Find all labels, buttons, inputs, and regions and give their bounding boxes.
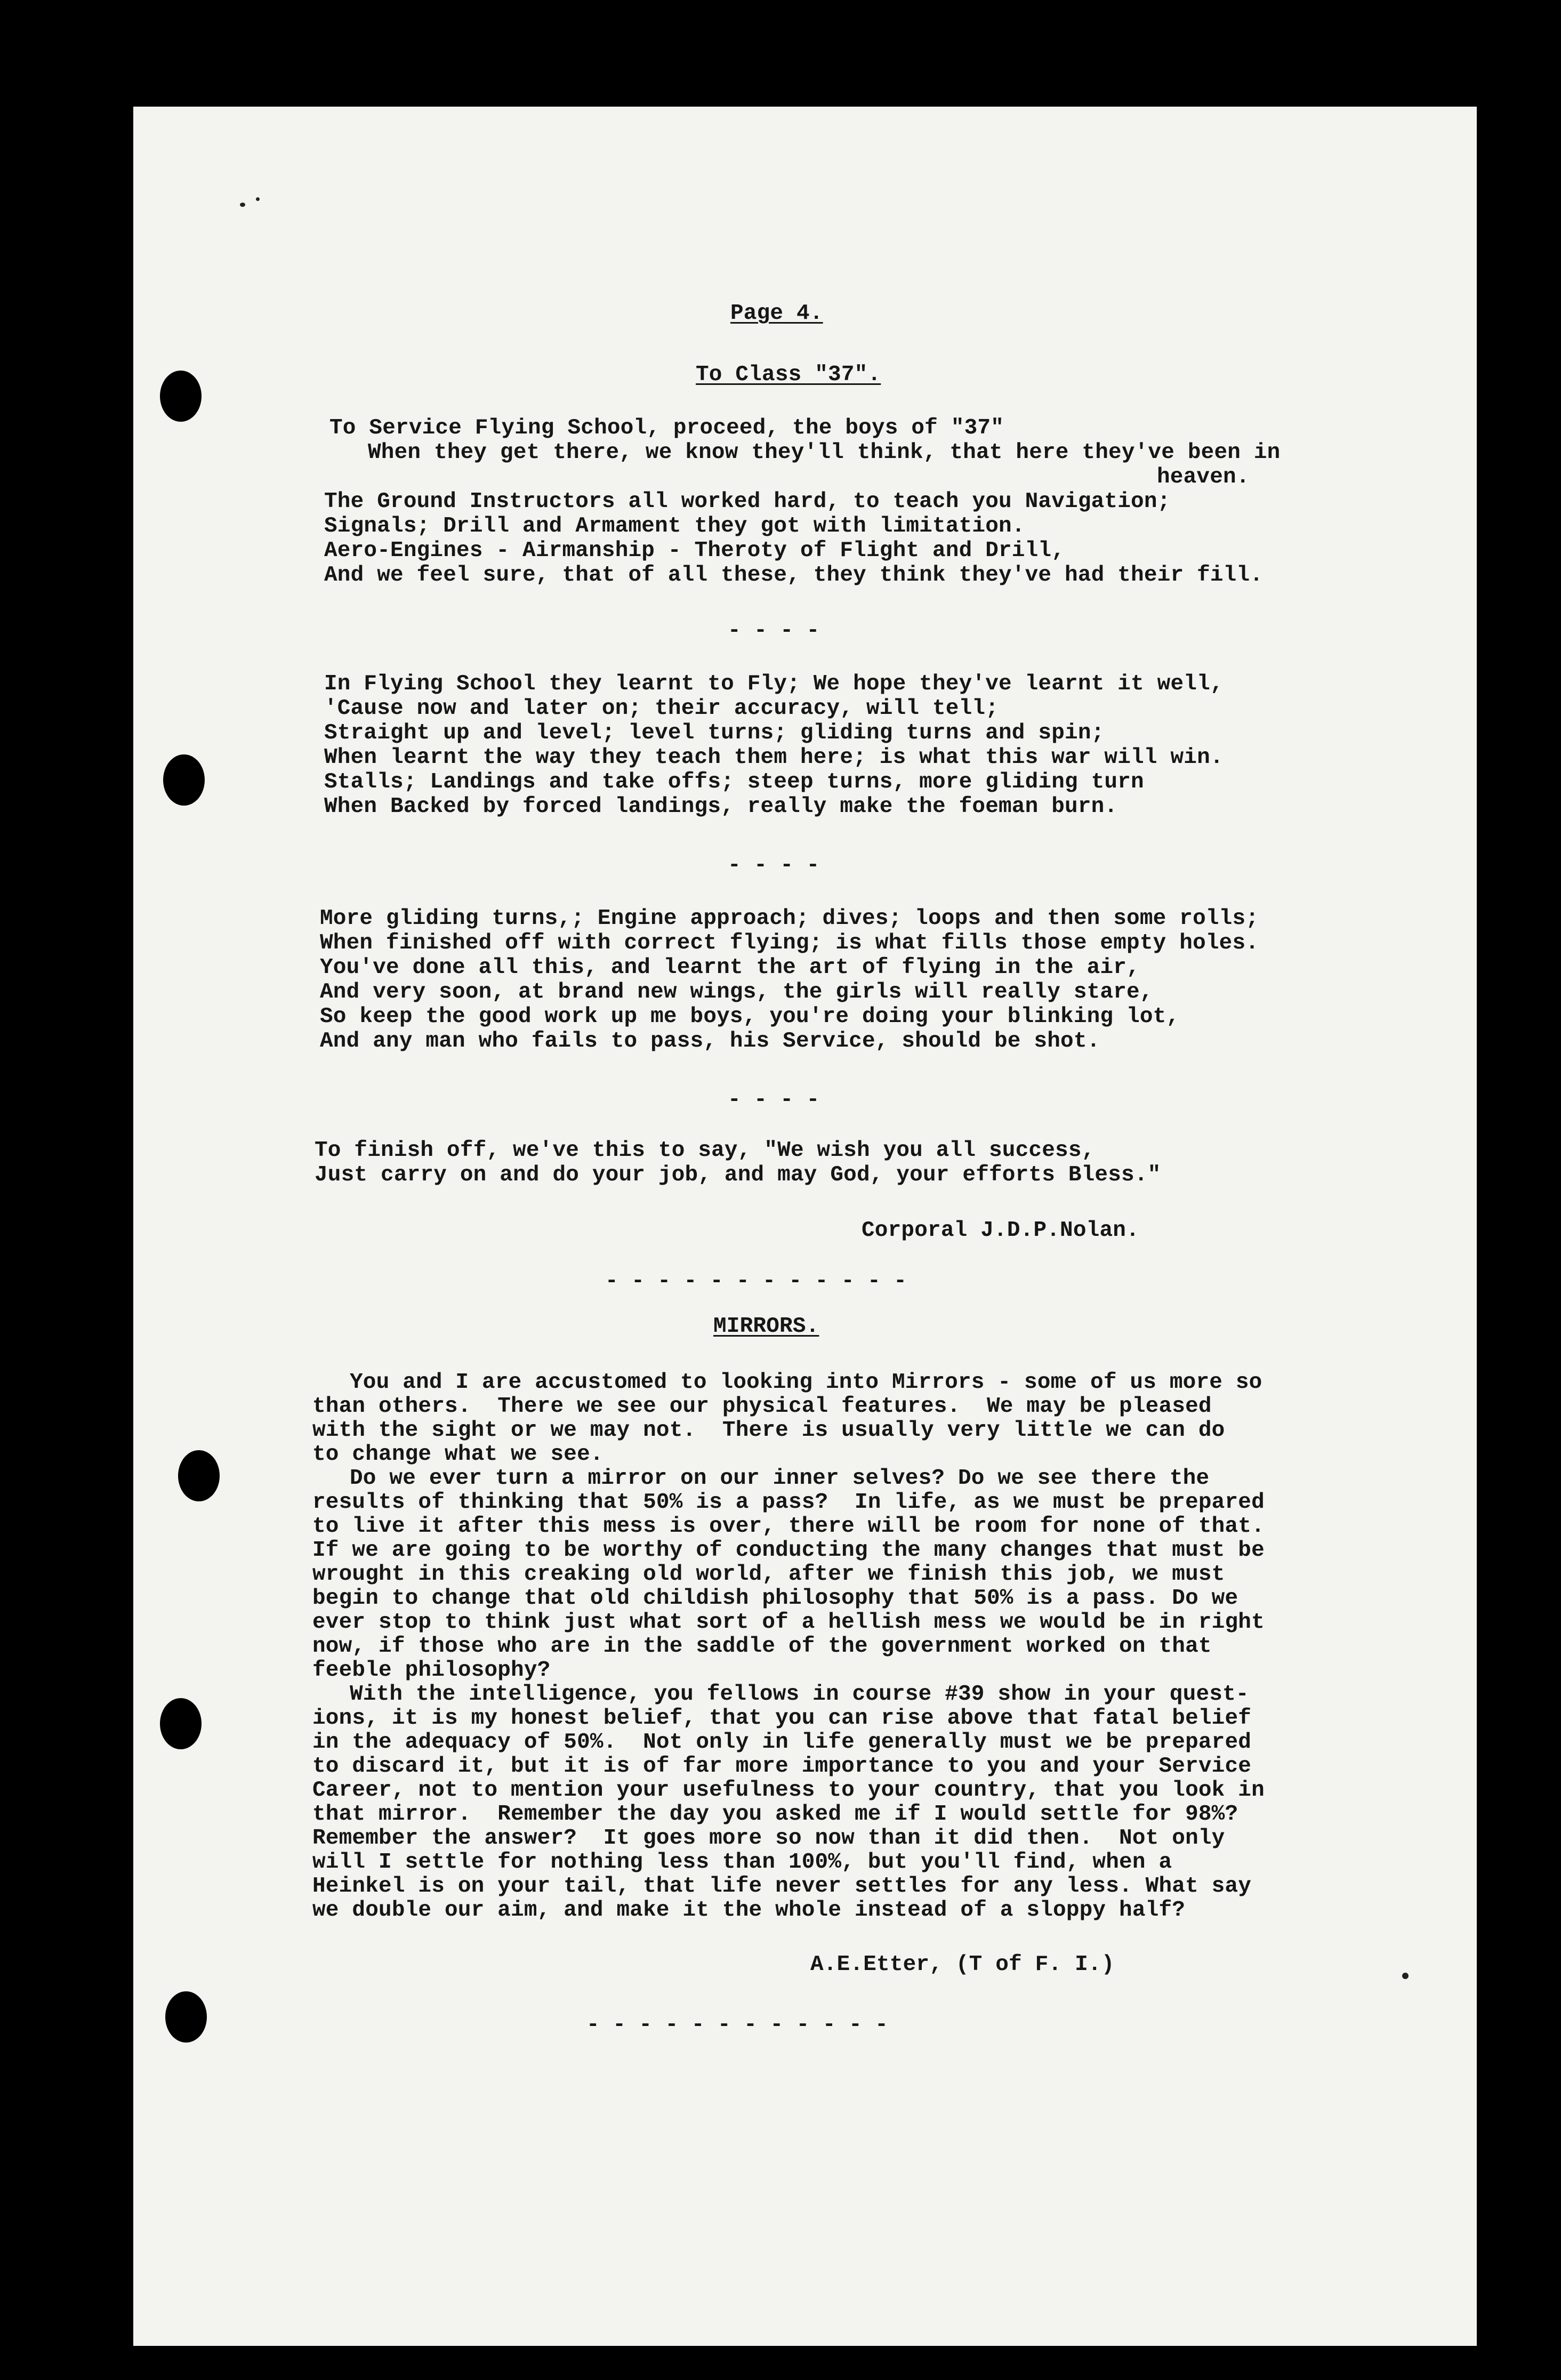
poem-line: Aero-Engines - Airmanship - Theroty of Flight and Drill, bbox=[324, 538, 1065, 563]
article-line: in the adequacy of 50%. Not only in life generally must we be prepared bbox=[312, 1730, 1252, 1755]
article-line: Career, not to mention your usefulness to your country, that you look in bbox=[312, 1778, 1265, 1803]
article-title: MIRRORS. bbox=[713, 1314, 819, 1339]
article-line: results of thinking that 50% is a pass? In life, as we must be prepared bbox=[312, 1490, 1265, 1515]
punch-hole bbox=[160, 1698, 202, 1749]
article-line: feeble philosophy? bbox=[312, 1658, 551, 1683]
poem-line: Stalls; Landings and take offs; steep turns, more gliding turn bbox=[324, 770, 1144, 794]
page-number: Page 4. bbox=[730, 301, 823, 326]
article-line: to change what we see. bbox=[312, 1442, 604, 1467]
dust-speck bbox=[240, 203, 245, 207]
poem-line: 'Cause now and later on; their accuracy, will tell; bbox=[324, 696, 999, 721]
dust-speck bbox=[1402, 1973, 1409, 1979]
article-line: will I settle for nothing less than 100%, but you'll find, when a bbox=[312, 1850, 1172, 1875]
stanza-separator: - - - - bbox=[728, 1088, 820, 1112]
poem-line: And very soon, at brand new wings, the girls will really stare, bbox=[320, 980, 1153, 1004]
article-line: begin to change that old childish philosophy that 50% is a pass. Do we bbox=[312, 1586, 1238, 1611]
poem-line: And we feel sure, that of all these, they think they've had their fill. bbox=[324, 563, 1264, 588]
article-line: Remember the answer? It goes more so now than it did then. Not only bbox=[312, 1826, 1225, 1851]
article-line: with the sight or we may not. There is usually very little we can do bbox=[312, 1418, 1225, 1443]
poem-line: More gliding turns,; Engine approach; dives; loops and then some rolls; bbox=[320, 906, 1259, 931]
poem-line: So keep the good work up me boys, you're doing your blinking lot, bbox=[320, 1004, 1180, 1029]
poem-line: You've done all this, and learnt the art of flying in the air, bbox=[320, 955, 1140, 980]
article-line: Do we ever turn a mirror on our inner selves? Do we see there the bbox=[350, 1466, 1210, 1491]
closing-separator: - - - - - - - - - - - - bbox=[586, 2013, 888, 2037]
article-line: You and I are accustomed to looking into Mirrors - some of us more so bbox=[350, 1370, 1262, 1395]
article-line: ions, it is my honest belief, that you can rise above that fatal belief bbox=[312, 1706, 1252, 1731]
article-line: ever stop to think just what sort of a hellish mess we would be in right bbox=[312, 1610, 1265, 1635]
poem-line: To finish off, we've this to say, "We wish you all success, bbox=[315, 1138, 1095, 1163]
article-line: With the intelligence, you fellows in course #39 show in your quest- bbox=[350, 1682, 1249, 1707]
poem-line: Signals; Drill and Armament they got with limitation. bbox=[324, 514, 1025, 538]
article-signature: A.E.Etter, (T of F. I.) bbox=[810, 1952, 1115, 1977]
article-line: now, if those who are in the saddle of the government worked on that bbox=[312, 1634, 1212, 1659]
poem-title: To Class "37". bbox=[696, 363, 881, 387]
poem-line: When Backed by forced landings, really make the foeman burn. bbox=[324, 794, 1118, 819]
poem-line: Just carry on and do your job, and may God, your efforts Bless." bbox=[315, 1163, 1161, 1187]
poem-line: To Service Flying School, proceed, the boys of "37" bbox=[329, 416, 1004, 440]
article-line: If we are going to be worthy of conducting the many changes that must be bbox=[312, 1538, 1265, 1563]
punch-hole bbox=[178, 1450, 220, 1501]
poem-line: When they get there, we know they'll think, that here they've been in bbox=[368, 440, 1281, 465]
typed-page bbox=[133, 107, 1477, 2346]
stanza-separator: - - - - bbox=[728, 853, 820, 878]
stanza-separator: - - - - bbox=[728, 618, 820, 643]
article-line: to live it after this mess is over, there will be room for none of that. bbox=[312, 1514, 1265, 1539]
article-line: to discard it, but it is of far more importance to you and your Service bbox=[312, 1754, 1252, 1779]
poem-signature: Corporal J.D.P.Nolan. bbox=[862, 1218, 1139, 1243]
poem-line: When finished off with correct flying; is what fills those empty holes. bbox=[320, 931, 1259, 955]
poem-line: The Ground Instructors all worked hard, to teach you Navigation; bbox=[324, 489, 1171, 514]
article-line: than others. There we see our physical features. We may be pleased bbox=[312, 1394, 1212, 1419]
article-line: Heinkel is on your tail, that life never settles for any less. What say bbox=[312, 1874, 1252, 1899]
article-line: wrought in this creaking old world, after we finish this job, we must bbox=[312, 1562, 1225, 1587]
dust-speck bbox=[256, 197, 260, 201]
poem-line: When learnt the way they teach them here; is what this war will win. bbox=[324, 745, 1224, 770]
poem-line: And any man who fails to pass, his Service, should be shot. bbox=[320, 1029, 1100, 1054]
article-line: that mirror. Remember the day you asked me if I would settle for 98%? bbox=[312, 1802, 1238, 1827]
poem-line: Straight up and level; level turns; gliding turns and spin; bbox=[324, 721, 1105, 745]
punch-hole bbox=[165, 1991, 207, 2043]
article-line: we double our aim, and make it the whole instead of a sloppy half? bbox=[312, 1898, 1186, 1923]
poem-line: heaven. bbox=[1157, 465, 1250, 489]
punch-hole bbox=[160, 371, 202, 422]
punch-hole bbox=[163, 754, 205, 806]
poem-line: In Flying School they learnt to Fly; We hope they've learnt it well, bbox=[324, 672, 1224, 696]
section-separator: - - - - - - - - - - - - bbox=[605, 1269, 907, 1293]
